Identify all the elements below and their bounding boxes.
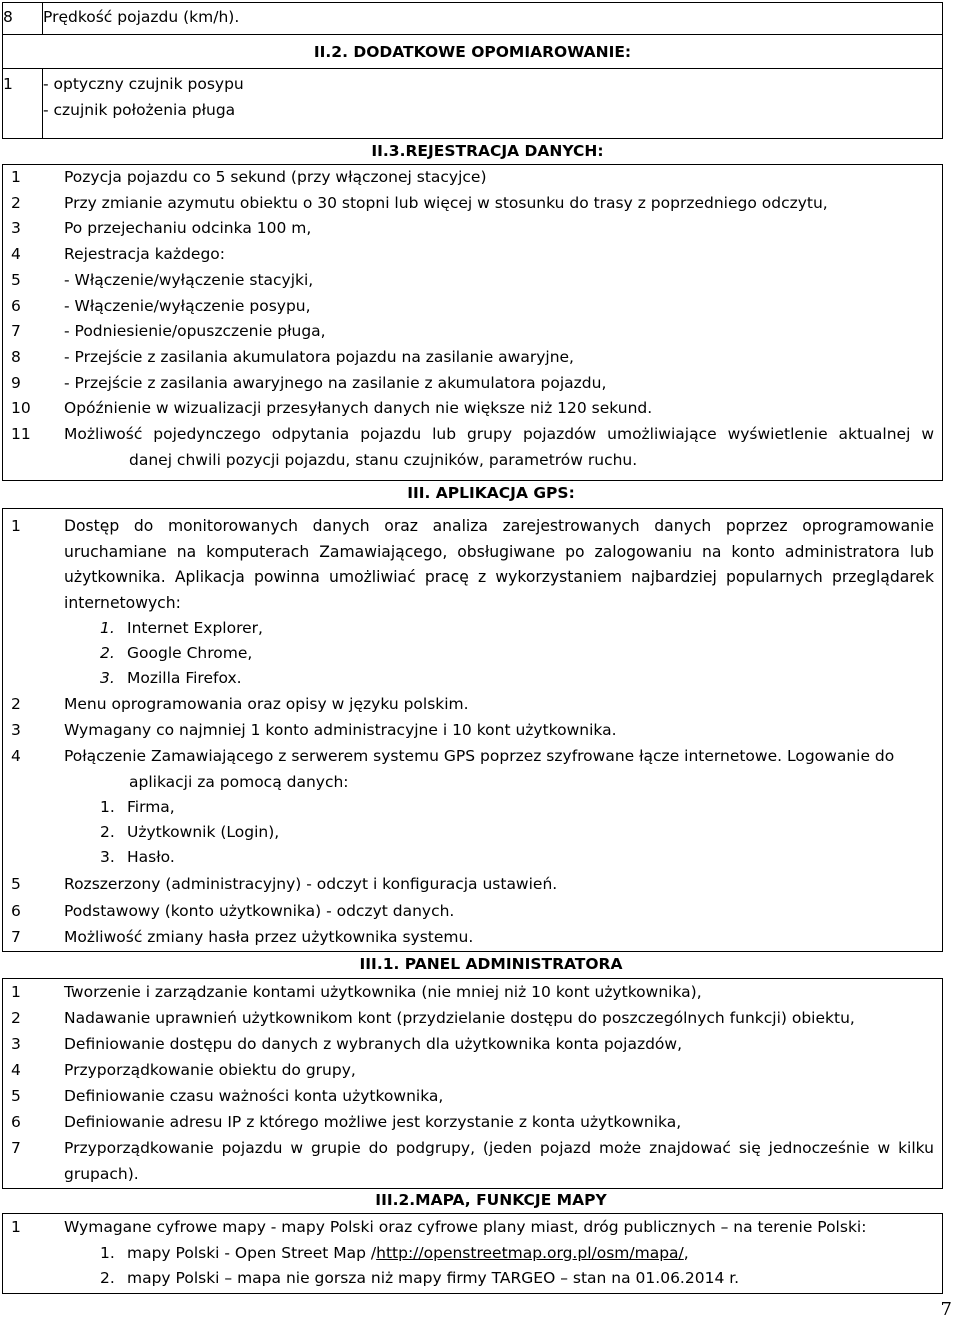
row-number: 4 (11, 1061, 21, 1079)
list-item (3, 165, 942, 191)
list-item (3, 216, 942, 242)
row-number: 3 (11, 1035, 21, 1053)
row-number: 1 (11, 1218, 21, 1236)
row-text: Nadawanie uprawnień użytkownikom kont (przydzielanie dostępu do poszczególnych funkcji) obiektu, (64, 1009, 855, 1027)
list-item (3, 1214, 942, 1291)
row-number: 3 (11, 720, 21, 739)
sub-text: Użytkownik (Login), (127, 823, 280, 842)
row-number: 2 (11, 193, 21, 212)
section-heading: II.3.REJESTRACJA DANYCH: (371, 142, 604, 160)
row-text-multi (43, 1215, 942, 1291)
sub-number: 2. (100, 823, 115, 842)
sub-number: 2. (100, 1268, 115, 1287)
list-item (3, 1083, 942, 1109)
section-heading: II.2. DODATKOWE OPOMIAROWANIE: (3, 35, 943, 69)
row-text: Dostęp do monitorowanych danych oraz analiza zarejestrowanych danych poprzez oprogramowanie uruchamiane na komputerach Zamawiającego, obsługiwane po zalogowaniu na konto administratora lub użytkownika. Aplikacja powinna umożliwiać pracę z wykorzystaniem najbardziej popularnych przeglądarek internetowych: (64, 517, 934, 612)
row-text: Definiowanie adresu IP z którego możliwe jest korzystanie z konta użytkownika, (64, 1113, 682, 1131)
row-number: 8 (11, 347, 21, 366)
list-item (3, 509, 942, 691)
row-number: 1 (3, 69, 43, 139)
row-text: Wymagane cyfrowe mapy - mapy Polski oraz cyfrowe plany miast, dróg publicznych – na terenie Polski: (64, 1218, 867, 1236)
list-item (3, 744, 942, 870)
row-text: Po przejechaniu odcinka 100 m, (64, 219, 312, 238)
list-item (3, 345, 942, 371)
row-number: 5 (11, 875, 21, 894)
row-text-multi (43, 422, 942, 473)
row-text: Rozszerzony (administracyjny) - odczyt i konfiguracja ustawień. (64, 875, 558, 894)
row-number: 8 (3, 3, 43, 35)
row-text: Pozycja pojazdu co 5 sekund (przy włączonej stacyjce) (64, 168, 487, 186)
row-line: aplikacji za pomocą danych: (129, 772, 349, 791)
row-text: Podstawowy (konto użytkownika) - odczyt danych. (64, 901, 455, 920)
list-item (3, 718, 942, 744)
row-line: - czujnik położenia pługa (43, 101, 236, 119)
row-text: Prędkość pojazdu (km/h). (43, 3, 943, 35)
row-text: Przyporządkowanie obiektu do grupy, (64, 1061, 356, 1079)
row-number: 6 (11, 901, 21, 920)
row-number: 7 (11, 1139, 21, 1157)
gps-box (2, 508, 943, 952)
sub-number: 3. (100, 848, 115, 867)
sub-text-post: , (683, 1243, 689, 1262)
sub-item (64, 1266, 934, 1291)
list-item (3, 899, 942, 925)
list-item (3, 396, 942, 422)
sub-item (64, 845, 934, 870)
row-text: Tworzenie i zarządzanie kontami użytkownika (nie mniej niż 10 kont użytkownika), (64, 983, 702, 1001)
row-line: Możliwość pojedynczego odpytania pojazdu lub grupy pojazdów umożliwiające wyświetlenie aktualnej w (64, 425, 934, 444)
sub-item (64, 666, 934, 691)
row-number: 11 (11, 425, 31, 444)
sub-text: Mozilla Firefox. (127, 669, 242, 688)
map-box (2, 1213, 943, 1294)
row-number: 4 (11, 245, 21, 264)
sub-text: Hasło. (127, 848, 175, 867)
list-item (3, 1005, 942, 1031)
row-text: Przy zmianie azymutu obiektu o 30 stopni lub więcej w stosunku do trasy z poprzedniego odczytu, (64, 193, 828, 212)
sub-text-pre: mapy Polski - Open Street Map / (127, 1243, 377, 1262)
rejestracja-box (2, 164, 943, 481)
row-number: 2 (11, 1009, 21, 1027)
row-number: 5 (11, 1087, 21, 1105)
row-text-multi (43, 69, 943, 139)
row-text: - Podniesienie/opuszczenie pługa, (64, 322, 326, 341)
section-heading: III.2.MAPA, FUNKCJE MAPY (375, 1191, 607, 1209)
row-text: - Przejście z zasilania akumulatora pojazdu na zasilanie awaryjne, (64, 347, 574, 366)
list-item (3, 1135, 942, 1187)
osm-link[interactable]: http://openstreetmap.org.pl/osm/mapa/ (376, 1243, 684, 1262)
row-number: 6 (11, 296, 21, 315)
list-item (3, 872, 942, 898)
list-item (3, 268, 942, 294)
row-text: - Włączenie/wyłączenie stacyjki, (64, 270, 314, 289)
row-text: Możliwość zmiany hasła przez użytkownika systemu. (64, 928, 474, 947)
row-number: 1 (11, 517, 21, 535)
list-item (3, 191, 942, 217)
row-text: Definiowanie dostępu do danych z wybranych dla użytkownika konta pojazdów, (64, 1035, 683, 1053)
sub-item (64, 820, 934, 845)
list-item (3, 692, 942, 718)
page-number: 7 (940, 1299, 952, 1320)
row-text: Menu oprogramowania oraz opisy w języku polskim. (64, 695, 469, 714)
sub-text: Internet Explorer, (127, 619, 263, 638)
section-heading: III. APLIKACJA GPS: (407, 484, 575, 502)
row-number: 3 (11, 219, 21, 238)
sub-number: 1. (100, 619, 115, 638)
sub-text: Firma, (127, 798, 175, 817)
row-number: 2 (11, 695, 21, 714)
sub-item (64, 641, 934, 666)
sub-item (64, 1241, 934, 1266)
list-item (3, 1057, 942, 1083)
list-item (3, 371, 942, 397)
list-item (3, 925, 942, 951)
row-number: 5 (11, 270, 21, 289)
row-text: Wymagany co najmniej 1 konto administracyjne i 10 kont użytkownika. (64, 720, 617, 739)
row-number: 7 (11, 322, 21, 341)
list-item (3, 979, 942, 1005)
row-text-multi (43, 514, 942, 691)
row-text: - Włączenie/wyłączenie posypu, (64, 296, 311, 315)
row-text: Przyporządkowanie pojazdu w grupie do podgrupy, (jeden pojazd może znajdować się jednocześnie w kilku grupach). (64, 1139, 934, 1183)
sub-text: Google Chrome, (127, 644, 253, 663)
row-text: Rejestracja każdego: (64, 245, 225, 264)
sub-item (64, 795, 934, 820)
sub-number: 2. (100, 644, 115, 663)
top-table (2, 2, 943, 139)
row-text: - Przejście z zasilania awaryjnego na zasilanie z akumulatora pojazdu, (64, 373, 607, 392)
row-line: Połączenie Zamawiającego z serwerem systemu GPS poprzez szyfrowane łącze internetowe. Logowanie do (64, 747, 895, 766)
row-text: Definiowanie czasu ważności konta użytkownika, (64, 1087, 444, 1105)
sub-text (127, 1241, 689, 1266)
list-item (3, 294, 942, 320)
row-text-multi (43, 744, 942, 870)
sub-number: 1. (100, 798, 115, 817)
row-number: 6 (11, 1113, 21, 1131)
row-number: 10 (11, 399, 31, 418)
list-item (3, 1109, 942, 1135)
list-item (3, 242, 942, 268)
row-number: 9 (11, 373, 21, 392)
section-heading: III.1. PANEL ADMINISTRATORA (359, 955, 623, 973)
row-number: 1 (11, 168, 21, 186)
sub-number: 1. (100, 1243, 115, 1262)
list-item (3, 1031, 942, 1057)
list-item (3, 319, 942, 345)
row-line: danej chwili pozycji pojazdu, stanu czujników, parametrów ruchu. (129, 450, 638, 469)
sub-number: 3. (100, 669, 115, 688)
sub-text: mapy Polski – mapa nie gorsza niż mapy firmy TARGEO – stan na 01.06.2014 r. (127, 1268, 740, 1287)
row-number: 4 (11, 747, 21, 766)
row-text: Opóźnienie w wizualizacji przesyłanych danych nie większe niż 120 sekund. (64, 399, 653, 418)
list-item (3, 422, 942, 473)
row-number: 7 (11, 928, 21, 947)
row-number: 1 (11, 983, 21, 1001)
admin-box (2, 978, 943, 1189)
row-line: - optyczny czujnik posypu (43, 75, 244, 93)
sub-item (64, 616, 934, 641)
